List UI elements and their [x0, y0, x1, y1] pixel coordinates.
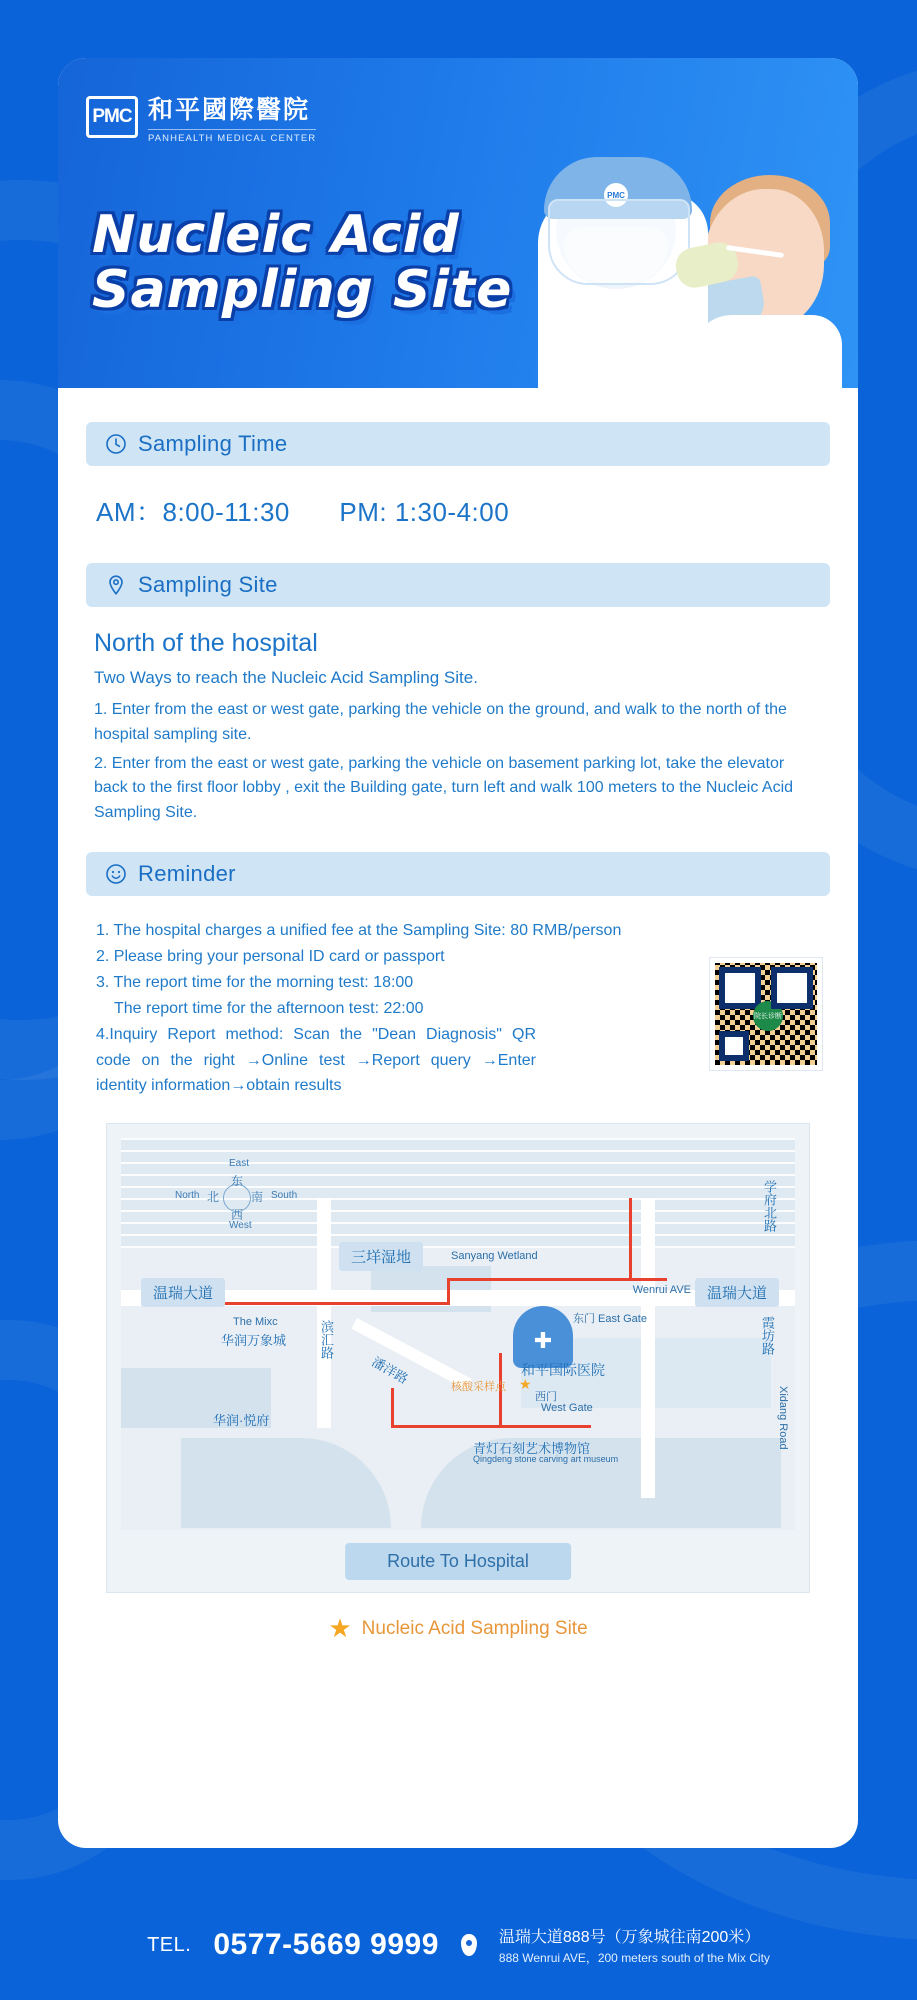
- map-label-panyang-road: 潘洋路: [369, 1354, 411, 1387]
- sampling-site-way-1: 1. Enter from the east or west gate, parking the vehicle on the ground, and walk to the north of the hospital sampling site.: [94, 701, 787, 743]
- compass-west-en: West: [229, 1220, 252, 1232]
- compass-south-en: South: [271, 1190, 298, 1202]
- smiley-icon: [104, 862, 128, 886]
- footer-address-cn: 温瑞大道888号（万象城往南200米）: [498, 1929, 761, 1946]
- reminder-item-4: 4.Inquiry Report method: Scan the "Dean Diagnosis" QR code on the right →Online test →Report query →Enter identity information→obtain results: [96, 1025, 536, 1095]
- section-title-reminder: Reminder: [138, 860, 236, 886]
- compass-west-cn: 西: [231, 1208, 244, 1223]
- map-label-west-gate-en: West Gate: [541, 1402, 593, 1415]
- pmc-badge-icon: PMC: [604, 183, 628, 207]
- map-label-museum-en: Qingdeng stone carving art museum: [473, 1454, 619, 1465]
- sampling-site-way-2: 2. Enter from the east or west gate, parking the vehicle on basement parking lot, take the elevator back to the first floor lobby , exit the Building gate, turn left and walk 100 meters to the Nucleic Acid Sampling Site.: [94, 754, 794, 822]
- reminder-item-3b: The report time for the afternoon test: 22:00: [114, 999, 424, 1017]
- map-label-east-gate: 东门 East Gate: [573, 1313, 647, 1326]
- map-label-hospital: 和平国际医院: [521, 1362, 605, 1379]
- map-legend: [86, 1613, 830, 1652]
- compass-east-cn: East: [229, 1158, 250, 1170]
- map-label-xiafang-road: 霞坊路: [760, 1316, 775, 1356]
- map-label-west-gate-cn: 西门: [535, 1391, 557, 1404]
- map-label-xuefu-north-road: 学府北路: [762, 1180, 777, 1233]
- sampling-site-subheading: North of the hospital: [94, 629, 318, 657]
- map-label-sanyang-wetland-en: Sanyang Wetland: [451, 1250, 538, 1263]
- footer-address-en: 888 Wenrui AVE，200 meters south of the Mix City: [498, 1951, 770, 1965]
- legend-star-icon: ★: [328, 1613, 352, 1644]
- brand-name-en: PANHEALTH MEDICAL CENTER: [148, 129, 316, 144]
- section-header-sampling-site: [86, 563, 830, 607]
- location-pin-icon-footer: [461, 1934, 477, 1956]
- compass-north-cn: 北: [207, 1190, 220, 1205]
- qr-code-caption: 院长诊断: [753, 1001, 783, 1031]
- map-sampling-star-icon: ★: [519, 1376, 532, 1393]
- route-map[interactable]: [106, 1123, 810, 1593]
- poster-card: [58, 58, 858, 1848]
- footer: [0, 1924, 917, 1966]
- poster-header: [58, 58, 858, 388]
- map-label-sampling-point: 核酸采样点: [451, 1381, 506, 1394]
- section-header-reminder: [86, 852, 830, 896]
- reminder-item-3: 3. The report time for the morning test: 18:00: [96, 973, 414, 991]
- reminder-list: [86, 896, 830, 1099]
- map-label-xidang-road-en: Xidang Road: [777, 1386, 789, 1450]
- map-label-wenrui-ave-left: 温瑞大道: [141, 1278, 225, 1307]
- hospital-pin-icon: ✚: [513, 1306, 573, 1368]
- map-compass: [177, 1160, 297, 1236]
- section-header-sampling-time: [86, 422, 830, 466]
- legend-label: Nucleic Acid Sampling Site: [361, 1617, 588, 1639]
- map-label-mixc-en: The Mixc: [233, 1316, 278, 1329]
- page-title-line2: Sampling Site: [92, 260, 513, 321]
- map-label-wenrui-ave-en: Wenrui AVE: [632, 1284, 691, 1297]
- brand-logo: [86, 90, 316, 144]
- pmc-logo-icon: PMC: [86, 96, 138, 138]
- location-pin-icon: [104, 573, 128, 597]
- map-label-sanyang-wetland-cn: 三垟湿地: [339, 1242, 423, 1271]
- sampling-time-pm: PM: 1:30-4:00: [339, 497, 510, 527]
- brand-name-cn: 和平國際醫院: [148, 96, 311, 124]
- map-label-museum-cn: 青灯石刻艺术博物馆: [473, 1441, 591, 1457]
- page-title-line1: Nucleic Acid: [92, 205, 460, 265]
- footer-tel-label: TEL.: [147, 1933, 192, 1956]
- map-label-wenrui-ave-right: 温瑞大道: [695, 1278, 779, 1307]
- map-label-binhui-road: 滨汇路: [319, 1320, 334, 1360]
- section-title-sampling-time: Sampling Time: [138, 431, 288, 456]
- sampling-site-intro: Two Ways to reach the Nucleic Acid Sampling Site.: [94, 668, 478, 687]
- compass-north-en: North: [175, 1190, 200, 1202]
- map-canvas: [121, 1138, 795, 1530]
- sampling-time-values: [86, 466, 830, 547]
- section-title-sampling-site: Sampling Site: [138, 572, 278, 597]
- reminder-item-2: 2. Please bring your personal ID card or passport: [96, 947, 445, 965]
- footer-tel-number[interactable]: 0577-5669 9999: [213, 1928, 439, 1961]
- page-title: [92, 205, 562, 321]
- map-label-huarun-yuefu: 华润·悦府: [213, 1413, 270, 1429]
- clock-icon: [104, 432, 128, 456]
- compass-east-cn2: 东: [231, 1174, 244, 1189]
- reminder-item-1: 1. The hospital charges a unified fee at the Sampling Site: 80 RMB/person: [96, 921, 622, 939]
- sampling-time-am: AM：8:00-11:30: [96, 497, 290, 527]
- qr-code[interactable]: [710, 958, 822, 1070]
- map-label-mixc-cn: 华润万象城: [221, 1333, 287, 1349]
- compass-south-cn: 南: [251, 1190, 264, 1205]
- route-to-hospital-button[interactable]: Route To Hospital: [345, 1543, 571, 1580]
